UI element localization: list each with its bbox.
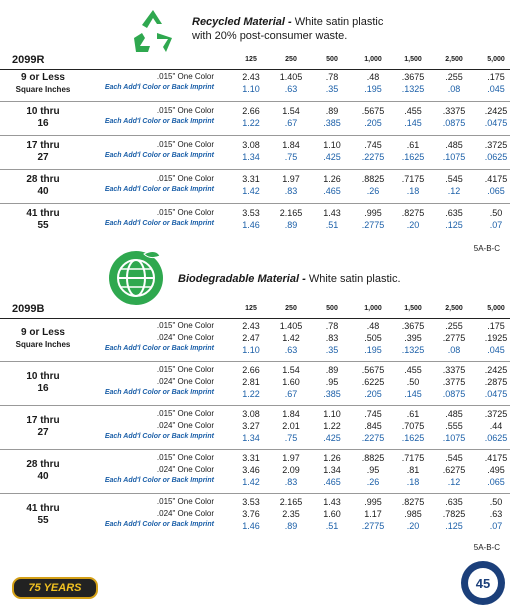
price-cell: .1625 [401, 433, 425, 443]
price-cell: 1.22 [242, 118, 260, 128]
size-range-line2: 55 [37, 220, 49, 231]
column-header: 250 [285, 305, 297, 312]
price-cell: .67 [284, 389, 298, 399]
column-header: 1,000 [364, 305, 382, 312]
price-cell: .26 [366, 477, 380, 487]
price-cell: 3.27 [242, 421, 260, 431]
price-cell: .2275 [361, 433, 385, 443]
price-cell: .78 [325, 321, 339, 331]
price-cell: .48 [366, 321, 380, 331]
price-cell: .8825 [361, 453, 385, 463]
size-range-line2: 55 [37, 515, 49, 526]
price-cell: 1.34 [323, 465, 341, 475]
price-cell: .51 [325, 521, 339, 531]
price-cell: .3775 [442, 377, 466, 387]
price-cell: .1325 [401, 345, 425, 355]
price-cell: .83 [325, 333, 339, 343]
price-cell: .81 [406, 465, 420, 475]
price-cell: .455 [404, 365, 422, 375]
row-label: .024" One Color [156, 421, 214, 430]
price-cell: .78 [325, 72, 339, 82]
price-cell: .3375 [442, 365, 466, 375]
price-cell: .63 [489, 509, 503, 519]
row-label: Each Add'l Color or Back Imprint [104, 521, 214, 528]
price-cell: 2.165 [279, 208, 303, 218]
group-rule [0, 135, 510, 136]
price-cell: .745 [364, 409, 382, 419]
price-cell: .51 [325, 220, 339, 230]
group-rule [0, 449, 510, 450]
price-cell: 1.84 [282, 409, 300, 419]
size-range-line1: 9 or Less [21, 72, 65, 83]
group-rule [0, 101, 510, 102]
row-label: Each Add'l Color or Back Imprint [104, 433, 214, 440]
price-cell: .995 [364, 497, 382, 507]
price-cell: 1.46 [242, 521, 260, 531]
size-range [8, 371, 78, 395]
price-cell: 1.43 [323, 497, 341, 507]
row-label: .024" One Color [156, 509, 214, 518]
price-cell: .465 [323, 186, 341, 196]
row-label: Each Add'l Color or Back Imprint [104, 477, 214, 484]
size-range [8, 327, 78, 351]
price-cell: .89 [325, 365, 339, 375]
price-cell: 1.10 [242, 345, 260, 355]
price-cell: .385 [323, 118, 341, 128]
price-cell: 3.46 [242, 465, 260, 475]
price-cell: .0475 [484, 389, 508, 399]
price-cell: 3.31 [242, 453, 260, 463]
header-rule [0, 69, 510, 70]
price-cell: 3.76 [242, 509, 260, 519]
price-cell: .89 [284, 220, 298, 230]
price-cell: .505 [364, 333, 382, 343]
price-cell: 2.165 [279, 497, 303, 507]
price-cell: .0475 [484, 118, 508, 128]
price-cell: .175 [487, 72, 505, 82]
price-cell: .125 [445, 521, 463, 531]
price-cell: 1.405 [279, 72, 303, 82]
price-cell: .5675 [361, 106, 385, 116]
price-cell: .48 [366, 72, 380, 82]
product-code: 5A-B-C [473, 244, 500, 253]
size-range-line1: 10 thru [26, 106, 60, 117]
price-cell: 3.08 [242, 409, 260, 419]
price-cell: 2.66 [242, 365, 260, 375]
price-cell: .255 [445, 72, 463, 82]
seal-badge [460, 560, 506, 606]
price-cell: 2.09 [282, 465, 300, 475]
size-range-line1: 17 thru [26, 140, 60, 151]
size-range [8, 106, 78, 130]
price-cell: .2775 [361, 521, 385, 531]
price-cell: 1.10 [323, 409, 341, 419]
price-cell: .18 [406, 186, 420, 196]
price-cell: .385 [323, 389, 341, 399]
price-cell: 1.46 [242, 220, 260, 230]
price-cell: .63 [284, 345, 298, 355]
price-cell: .61 [406, 409, 420, 419]
price-cell: .08 [447, 345, 461, 355]
price-cell: .065 [487, 186, 505, 196]
price-cell: .0875 [442, 118, 466, 128]
price-cell: .205 [364, 389, 382, 399]
price-cell: 2.81 [242, 377, 260, 387]
price-cell: .485 [445, 409, 463, 419]
price-cell: 1.34 [242, 433, 260, 443]
recycle-icon [128, 6, 178, 56]
price-cell: .07 [489, 521, 503, 531]
row-label: .015" One Color [156, 365, 214, 374]
price-cell: .50 [489, 497, 503, 507]
column-header: 125 [245, 56, 257, 63]
seal-number: 45 [475, 576, 491, 591]
size-range-line2: Square Inches [15, 85, 71, 94]
price-cell: .985 [404, 509, 422, 519]
row-label: .015" One Color [156, 409, 214, 418]
biodegradable-desc: White satin plastic. [308, 273, 401, 285]
price-cell: .2775 [442, 333, 466, 343]
row-label: .015" One Color [156, 72, 214, 81]
price-cell: 1.84 [282, 140, 300, 150]
price-cell: .26 [366, 186, 380, 196]
size-range [8, 140, 78, 164]
header-rule [0, 318, 510, 319]
price-cell: .1625 [401, 152, 425, 162]
price-cell: .485 [445, 140, 463, 150]
price-cell: .3725 [484, 409, 508, 419]
price-cell: .545 [445, 453, 463, 463]
price-cell: .07 [489, 220, 503, 230]
price-cell: .75 [284, 152, 298, 162]
group-rule [0, 203, 510, 204]
column-header: 500 [326, 56, 338, 63]
price-cell: .89 [325, 106, 339, 116]
price-cell: 1.10 [323, 140, 341, 150]
price-cell: .0625 [484, 152, 508, 162]
price-cell: .425 [323, 152, 341, 162]
price-cell: .395 [404, 333, 422, 343]
column-header: 2,500 [445, 305, 463, 312]
price-cell: .7075 [401, 421, 425, 431]
price-cell: .20 [406, 220, 420, 230]
price-cell: .50 [406, 377, 420, 387]
price-cell: 1.54 [282, 365, 300, 375]
price-cell: .845 [364, 421, 382, 431]
table-header [0, 54, 510, 70]
column-header: 1,500 [404, 56, 422, 63]
size-range-line1: 9 or Less [21, 327, 65, 338]
price-cell: 1.54 [282, 106, 300, 116]
price-cell: .50 [489, 208, 503, 218]
size-range-line2: Square Inches [15, 340, 71, 349]
price-cell: .545 [445, 174, 463, 184]
table-header [0, 303, 510, 319]
price-cell: .61 [406, 140, 420, 150]
price-cell: .455 [404, 106, 422, 116]
size-range-line2: 40 [37, 471, 49, 482]
price-cell: 1.26 [323, 453, 341, 463]
row-label: .015" One Color [156, 208, 214, 217]
size-range [8, 208, 78, 232]
price-cell: .8275 [401, 497, 425, 507]
price-cell: 1.60 [323, 509, 341, 519]
price-cell: .18 [406, 477, 420, 487]
price-cell: .35 [325, 345, 339, 355]
price-cell: .8825 [361, 174, 385, 184]
price-cell: .145 [404, 389, 422, 399]
biodegradable-description [178, 272, 401, 286]
price-cell: .5675 [361, 365, 385, 375]
price-cell: 1.42 [242, 186, 260, 196]
row-label: Each Add'l Color or Back Imprint [104, 118, 214, 125]
row-label: .015" One Color [156, 106, 214, 115]
price-cell: .12 [447, 477, 461, 487]
price-cell: .2425 [484, 106, 508, 116]
size-range-line2: 27 [37, 152, 49, 163]
price-cell: 1.97 [282, 174, 300, 184]
price-cell: .83 [284, 477, 298, 487]
price-cell: 1.42 [242, 477, 260, 487]
price-cell: .89 [284, 521, 298, 531]
row-label: Each Add'l Color or Back Imprint [104, 345, 214, 352]
price-cell: .635 [445, 208, 463, 218]
group-rule [0, 405, 510, 406]
size-range [8, 415, 78, 439]
price-cell: .3675 [401, 72, 425, 82]
price-cell: .555 [445, 421, 463, 431]
price-cell: .95 [366, 465, 380, 475]
biodegradable-title: Biodegradable Material - [178, 273, 306, 285]
price-cell: .4175 [484, 174, 508, 184]
group-rule [0, 169, 510, 170]
price-cell: .205 [364, 118, 382, 128]
size-range [8, 459, 78, 483]
price-cell: .175 [487, 321, 505, 331]
row-label: .015" One Color [156, 140, 214, 149]
product-code: 5A-B-C [473, 543, 500, 552]
row-label: .015" One Color [156, 497, 214, 506]
price-cell: .20 [406, 521, 420, 531]
recycled-description [192, 15, 383, 43]
recycled-desc2: with 20% post-consumer waste. [192, 30, 348, 42]
size-range-line1: 28 thru [26, 174, 60, 185]
recycled-title: Recycled Material - [192, 16, 292, 28]
column-header: 1,500 [404, 305, 422, 312]
price-cell: .2425 [484, 365, 508, 375]
price-cell: .125 [445, 220, 463, 230]
price-cell: 2.01 [282, 421, 300, 431]
price-cell: .3375 [442, 106, 466, 116]
column-header: 250 [285, 56, 297, 63]
price-cell: 1.60 [282, 377, 300, 387]
size-range [8, 503, 78, 527]
row-label: .024" One Color [156, 333, 214, 342]
column-header: 500 [326, 305, 338, 312]
price-cell: .8275 [401, 208, 425, 218]
row-label: .024" One Color [156, 377, 214, 386]
price-cell: .2275 [361, 152, 385, 162]
price-cell: 1.22 [242, 389, 260, 399]
price-cell: .35 [325, 84, 339, 94]
price-cell: .12 [447, 186, 461, 196]
size-range-line1: 28 thru [26, 459, 60, 470]
price-cell: .255 [445, 321, 463, 331]
price-cell: 1.26 [323, 174, 341, 184]
price-cell: .045 [487, 345, 505, 355]
column-header: 1,000 [364, 56, 382, 63]
price-cell: 1.17 [364, 509, 382, 519]
price-cell: .635 [445, 497, 463, 507]
size-range-line2: 16 [37, 118, 49, 129]
price-cell: .195 [364, 84, 382, 94]
price-cell: 3.53 [242, 208, 260, 218]
price-cell: .2775 [361, 220, 385, 230]
price-cell: .08 [447, 84, 461, 94]
75-years-badge: 75 YEARS [12, 577, 98, 599]
column-header: 5,000 [487, 56, 505, 63]
price-cell: .425 [323, 433, 341, 443]
size-range-line2: 27 [37, 427, 49, 438]
price-cell: .495 [487, 465, 505, 475]
globe-leaf-icon [104, 244, 168, 308]
price-cell: 1.43 [323, 208, 341, 218]
row-label: Each Add'l Color or Back Imprint [104, 220, 214, 227]
price-cell: .6225 [361, 377, 385, 387]
column-header: 5,000 [487, 305, 505, 312]
row-label: .015" One Color [156, 174, 214, 183]
size-range [8, 174, 78, 198]
row-label: Each Add'l Color or Back Imprint [104, 84, 214, 91]
sku-label: 2099R [12, 54, 45, 66]
size-range [8, 72, 78, 96]
price-cell: .7175 [401, 174, 425, 184]
price-cell: 3.08 [242, 140, 260, 150]
size-range-line1: 17 thru [26, 415, 60, 426]
price-cell: 3.53 [242, 497, 260, 507]
row-label: .015" One Color [156, 453, 214, 462]
row-label: Each Add'l Color or Back Imprint [104, 186, 214, 193]
price-cell: .95 [325, 377, 339, 387]
row-label: .015" One Color [156, 321, 214, 330]
price-cell: .4175 [484, 453, 508, 463]
size-range-line1: 41 thru [26, 503, 60, 514]
price-cell: 3.31 [242, 174, 260, 184]
column-header: 125 [245, 305, 257, 312]
price-cell: 1.405 [279, 321, 303, 331]
price-cell: .045 [487, 84, 505, 94]
price-cell: .1075 [442, 152, 466, 162]
price-cell: .3725 [484, 140, 508, 150]
price-cell: .0625 [484, 433, 508, 443]
price-cell: .745 [364, 140, 382, 150]
price-cell: .7825 [442, 509, 466, 519]
price-cell: 2.66 [242, 106, 260, 116]
price-cell: .1075 [442, 433, 466, 443]
price-cell: 1.42 [282, 333, 300, 343]
price-cell: .1325 [401, 84, 425, 94]
size-range-line2: 40 [37, 186, 49, 197]
price-cell: 1.10 [242, 84, 260, 94]
price-cell: 2.35 [282, 509, 300, 519]
row-label: Each Add'l Color or Back Imprint [104, 152, 214, 159]
group-rule [0, 361, 510, 362]
column-header: 2,500 [445, 56, 463, 63]
size-range-line1: 41 thru [26, 208, 60, 219]
price-cell: 2.43 [242, 321, 260, 331]
group-rule [0, 493, 510, 494]
price-cell: .6275 [442, 465, 466, 475]
price-cell: 1.97 [282, 453, 300, 463]
price-cell: 1.22 [323, 421, 341, 431]
price-cell: .3675 [401, 321, 425, 331]
price-cell: .465 [323, 477, 341, 487]
size-range-line2: 16 [37, 383, 49, 394]
price-cell: .75 [284, 433, 298, 443]
row-label: .024" One Color [156, 465, 214, 474]
price-cell: .195 [364, 345, 382, 355]
price-cell: 2.43 [242, 72, 260, 82]
price-cell: .7175 [401, 453, 425, 463]
size-range-line1: 10 thru [26, 371, 60, 382]
price-cell: .1925 [484, 333, 508, 343]
price-cell: .065 [487, 477, 505, 487]
row-label: Each Add'l Color or Back Imprint [104, 389, 214, 396]
price-cell: .63 [284, 84, 298, 94]
price-cell: 1.34 [242, 152, 260, 162]
price-cell: .44 [489, 421, 503, 431]
price-cell: .67 [284, 118, 298, 128]
sku-label: 2099B [12, 303, 45, 315]
price-cell: 2.47 [242, 333, 260, 343]
price-cell: .145 [404, 118, 422, 128]
price-cell: .83 [284, 186, 298, 196]
price-cell: .995 [364, 208, 382, 218]
recycled-desc: White satin plastic [294, 16, 384, 28]
price-cell: .0875 [442, 389, 466, 399]
price-cell: .2875 [484, 377, 508, 387]
